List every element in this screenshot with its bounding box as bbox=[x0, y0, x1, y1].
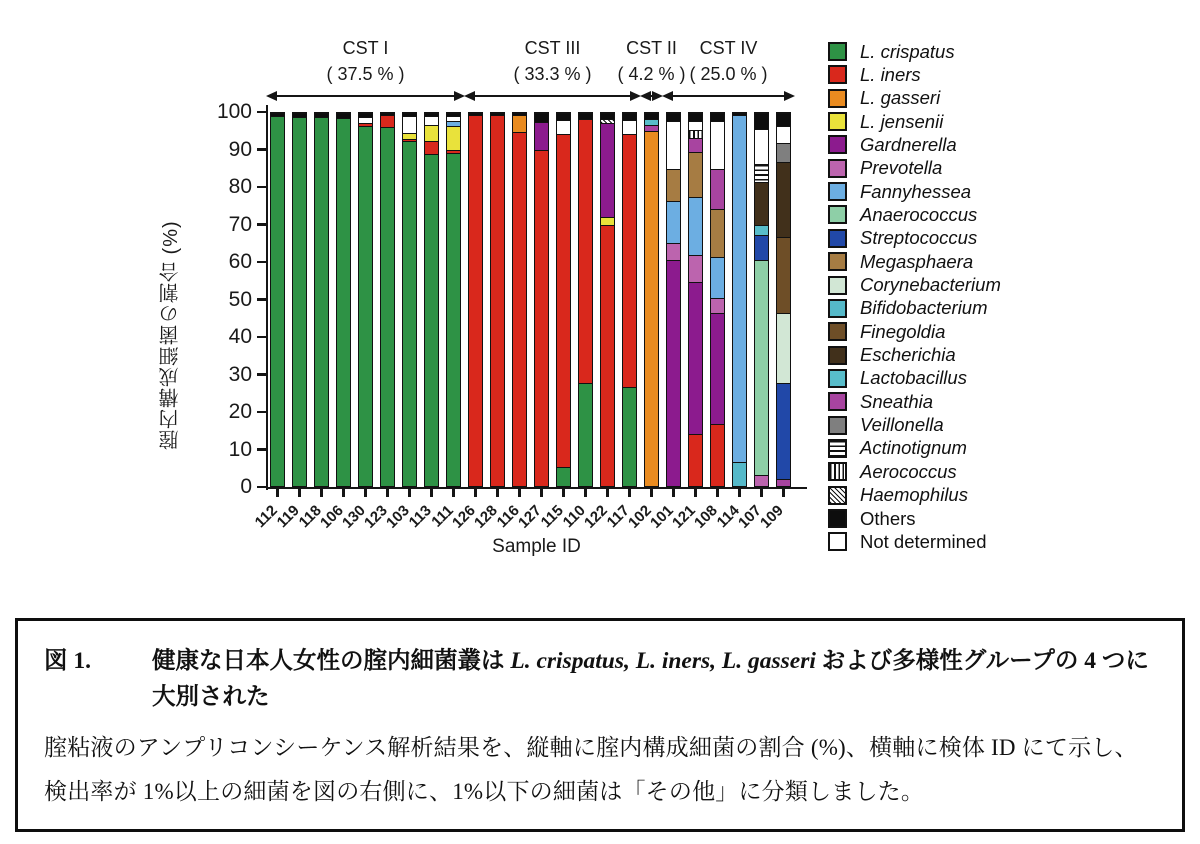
y-tick-label: 90 bbox=[228, 137, 252, 161]
bar-sample-119 bbox=[292, 112, 307, 487]
bar-segment-veillonella bbox=[777, 143, 790, 163]
bar-segment-not-determined bbox=[689, 121, 702, 131]
x-tick-label: 114 bbox=[713, 501, 743, 532]
bar-segment-finegoldia bbox=[777, 237, 790, 313]
y-tick-label: 100 bbox=[216, 100, 252, 123]
bar-segment-l-iners bbox=[513, 132, 526, 486]
bar-segment-fannyhessea bbox=[689, 197, 702, 255]
bar-segment-not-determined bbox=[557, 120, 570, 133]
legend-row-gardnerella bbox=[828, 133, 957, 156]
legend-swatch bbox=[828, 112, 847, 131]
x-tick bbox=[606, 489, 608, 497]
bar-segment-streptococcus bbox=[755, 235, 768, 260]
y-tick bbox=[257, 298, 266, 300]
legend-row-anaerococcus bbox=[828, 203, 977, 226]
species-names: L. crispatus, L. iners, L. gasseri bbox=[510, 648, 816, 674]
cst-percentage: ( 4.2 % ) bbox=[617, 64, 686, 84]
bar-segment-prevotella bbox=[667, 243, 680, 260]
bar-segment-l-gasseri bbox=[513, 115, 526, 132]
legend-label: Bifidobacterium bbox=[860, 297, 988, 319]
bar-sample-108 bbox=[710, 112, 725, 487]
x-tick bbox=[628, 489, 630, 497]
bar-sample-102 bbox=[644, 112, 659, 487]
bar-segment-gardnerella bbox=[667, 260, 680, 486]
legend-label: Escherichia bbox=[860, 344, 956, 366]
bar-segment-megasphaera bbox=[667, 169, 680, 201]
x-tick-label: 102 bbox=[624, 501, 655, 532]
y-tick-label: 20 bbox=[228, 400, 252, 423]
legend-swatch bbox=[828, 322, 847, 341]
figure-number: 図 1. bbox=[44, 648, 91, 674]
x-tick-label: 109 bbox=[756, 501, 787, 532]
bar-segment-others bbox=[777, 113, 790, 126]
x-tick-label: 128 bbox=[470, 501, 501, 532]
bar-segment-not-determined bbox=[425, 116, 438, 125]
bar-segment-l-iners bbox=[491, 115, 504, 486]
x-tick bbox=[672, 489, 674, 497]
bar-segment-bifidobacterium bbox=[733, 462, 746, 486]
bar-segment-l-crispatus bbox=[293, 117, 306, 486]
x-tick-label: 117 bbox=[603, 501, 633, 532]
x-tick-label: 116 bbox=[493, 501, 523, 532]
x-tick bbox=[342, 489, 344, 497]
legend-row-megasphaera bbox=[828, 250, 973, 273]
bar-segment-l-crispatus bbox=[381, 127, 394, 486]
x-tick-label: 111 bbox=[427, 501, 457, 531]
bar-sample-123 bbox=[380, 112, 395, 487]
y-tick bbox=[257, 486, 266, 488]
legend-swatch bbox=[828, 369, 847, 388]
x-axis-line bbox=[266, 487, 807, 489]
arrowhead-right bbox=[784, 91, 795, 101]
legend-label: Prevotella bbox=[860, 157, 943, 179]
legend-row-l-crispatus bbox=[828, 40, 955, 63]
y-tick-label: 40 bbox=[228, 325, 252, 348]
x-tick bbox=[430, 489, 432, 497]
y-tick bbox=[257, 111, 266, 113]
x-tick-label: 107 bbox=[734, 501, 765, 532]
bar-segment-l-jensenii bbox=[447, 126, 460, 149]
cst-range-arrow bbox=[473, 95, 632, 97]
bar-segment-l-iners bbox=[689, 434, 702, 486]
y-tick-label: 0 bbox=[240, 475, 252, 498]
bar-sample-118 bbox=[314, 112, 329, 487]
x-tick bbox=[386, 489, 388, 497]
bar-segment-anaerococcus bbox=[755, 260, 768, 475]
legend-label: Sneathia bbox=[860, 390, 934, 412]
bar-segment-l-crispatus bbox=[623, 387, 636, 486]
x-tick-label: 121 bbox=[668, 501, 699, 532]
bar-segment-l-jensenii bbox=[601, 217, 614, 224]
y-tick bbox=[257, 411, 266, 413]
cst-label: CST I bbox=[342, 38, 389, 58]
y-tick bbox=[257, 448, 266, 450]
caption-title-text: 健康な日本人女性の腟内細菌叢は L. crispatus, L. iners, L. gasseri および多様性グループの 4 つに大別された bbox=[152, 648, 1149, 711]
legend-swatch bbox=[828, 159, 847, 178]
legend-swatch bbox=[828, 416, 847, 435]
legend-label: Anaerococcus bbox=[860, 203, 978, 225]
caption-title bbox=[44, 643, 1156, 716]
x-tick bbox=[452, 489, 454, 497]
legend-swatch bbox=[828, 486, 847, 505]
bar-segment-escherichia bbox=[755, 182, 768, 225]
x-tick-label: 106 bbox=[316, 501, 347, 532]
legend-swatch bbox=[828, 252, 847, 271]
legend-label: Lactobacillus bbox=[860, 367, 967, 389]
y-tick bbox=[257, 148, 266, 150]
bar-sample-130 bbox=[358, 112, 373, 487]
y-tick bbox=[257, 223, 266, 225]
bar-segment-sneathia bbox=[711, 169, 724, 209]
bar-segment-not-determined bbox=[667, 121, 680, 169]
bar-sample-109 bbox=[776, 112, 791, 487]
x-tick bbox=[408, 489, 410, 497]
legend-row-fannyhessea bbox=[828, 180, 971, 203]
x-tick bbox=[584, 489, 586, 497]
bar-segment-gardnerella bbox=[601, 123, 614, 217]
y-tick-label: 50 bbox=[228, 287, 252, 311]
legend-swatch bbox=[828, 299, 847, 318]
y-axis-line bbox=[266, 105, 268, 490]
bar-segment-megasphaera bbox=[711, 209, 724, 258]
x-tick bbox=[540, 489, 542, 497]
legend-swatch bbox=[828, 346, 847, 365]
legend-label: Aerococcus bbox=[860, 460, 957, 482]
legend-label: Streptococcus bbox=[860, 227, 978, 249]
legend-row-veillonella bbox=[828, 414, 944, 437]
bar-segment-aerococcus bbox=[689, 130, 702, 138]
cst-range-arrow bbox=[275, 95, 456, 97]
bar-segment-gardnerella bbox=[711, 313, 724, 425]
bar-segment-l-iners bbox=[425, 141, 438, 154]
legend-label: L. crispatus bbox=[860, 40, 955, 62]
bar-segment-l-crispatus bbox=[271, 116, 284, 486]
y-tick bbox=[257, 336, 266, 338]
legend-row-l-iners bbox=[828, 63, 921, 86]
bar-segment-streptococcus bbox=[777, 383, 790, 479]
legend-swatch bbox=[828, 89, 847, 108]
cst-label: CST IV bbox=[699, 38, 758, 58]
legend-swatch bbox=[828, 205, 847, 224]
y-tick-label: 30 bbox=[228, 362, 252, 386]
bar-segment-others bbox=[535, 113, 548, 122]
bar-sample-116 bbox=[512, 112, 527, 487]
x-tick bbox=[364, 489, 366, 497]
legend-row-corynebacterium bbox=[828, 274, 1001, 297]
bar-segment-gardnerella bbox=[689, 282, 702, 434]
y-tick-label: 80 bbox=[228, 175, 252, 198]
bar-sample-103 bbox=[402, 112, 417, 487]
legend-row-actinotignum bbox=[828, 437, 967, 460]
cst-percentage: ( 25.0 % ) bbox=[689, 64, 768, 84]
cst-label: CST II bbox=[626, 38, 677, 58]
caption-body: 腟粘液のアンプリコンシーケンス解析結果を、縦軸に腟内構成細菌の割合 (%)、横軸に検体 ID にて示し、検出率が 1%以上の細菌を図の右側に、1%以下の細菌は「その他」に分類しました。 bbox=[44, 734, 1138, 804]
legend-label: Haemophilus bbox=[860, 484, 968, 506]
bar-segment-l-iners bbox=[623, 134, 636, 388]
bar-segment-l-iners bbox=[381, 115, 394, 127]
cst-percentage: ( 33.3 % ) bbox=[513, 64, 592, 84]
legend-label: L. gasseri bbox=[860, 87, 941, 109]
legend-row-aerococcus bbox=[828, 460, 957, 483]
bar-segment-not-determined bbox=[711, 121, 724, 169]
bar-segment-l-crispatus bbox=[425, 154, 438, 486]
y-tick bbox=[257, 261, 266, 263]
bar-sample-114 bbox=[732, 112, 747, 487]
legend-label: Others bbox=[860, 507, 916, 529]
bar-segment-corynebacterium bbox=[777, 313, 790, 384]
bar-sample-112 bbox=[270, 112, 285, 487]
legend-label: Corynebacterium bbox=[860, 274, 1001, 295]
x-tick bbox=[562, 489, 564, 497]
bar-segment-fannyhessea bbox=[733, 115, 746, 462]
x-tick-label: 110 bbox=[559, 501, 589, 532]
bar-segment-not-determined bbox=[403, 116, 416, 134]
legend-swatch bbox=[828, 65, 847, 84]
x-tick bbox=[650, 489, 652, 497]
y-tick-label: 60 bbox=[228, 250, 252, 273]
legend-label: L. jensenii bbox=[860, 110, 944, 132]
bar-segment-l-gasseri bbox=[645, 131, 658, 486]
x-tick bbox=[716, 489, 718, 497]
legend-label: Megasphaera bbox=[860, 250, 974, 272]
x-tick-label: 126 bbox=[448, 501, 479, 532]
arrowhead-left bbox=[662, 91, 673, 101]
bar-segment-l-iners bbox=[579, 119, 592, 384]
bar-sample-110 bbox=[578, 112, 593, 487]
bar-segment-actinotignum bbox=[755, 164, 768, 183]
bar-segment-l-crispatus bbox=[579, 383, 592, 486]
x-tick-label: 108 bbox=[690, 501, 721, 532]
legend-swatch bbox=[828, 229, 847, 248]
legend-swatch bbox=[828, 462, 847, 481]
bar-sample-126 bbox=[468, 112, 483, 487]
bar-segment-others bbox=[711, 113, 724, 120]
legend-swatch bbox=[828, 532, 847, 551]
legend-row-haemophilus bbox=[828, 484, 968, 507]
legend-swatch bbox=[828, 392, 847, 411]
y-tick bbox=[257, 373, 266, 375]
bar-segment-not-determined bbox=[755, 129, 768, 164]
x-tick-label: 123 bbox=[360, 501, 391, 532]
legend-swatch bbox=[828, 439, 847, 458]
legend-row-sneathia bbox=[828, 390, 933, 413]
bar-segment-l-iners bbox=[601, 225, 614, 486]
y-axis-title: 腟内構成細菌の割合 (%) bbox=[160, 220, 182, 450]
x-tick-label: 112 bbox=[251, 501, 281, 532]
cst-label: CST III bbox=[524, 38, 581, 58]
legend-label: Not determined bbox=[860, 530, 987, 552]
bar-sample-113 bbox=[424, 112, 439, 487]
bar-segment-l-crispatus bbox=[337, 118, 350, 486]
x-tick bbox=[496, 489, 498, 497]
x-tick-label: 119 bbox=[273, 501, 303, 532]
bar-segment-prevotella bbox=[689, 255, 702, 282]
bar-segment-not-determined bbox=[623, 120, 636, 133]
bar-segment-escherichia bbox=[777, 162, 790, 237]
bar-segment-fannyhessea bbox=[667, 201, 680, 244]
bar-segment-prevotella bbox=[755, 475, 768, 486]
legend-label: Actinotignum bbox=[860, 437, 967, 459]
legend-swatch bbox=[828, 509, 847, 528]
x-tick-label: 115 bbox=[537, 501, 567, 532]
bar-segment-megasphaera bbox=[689, 152, 702, 197]
x-tick bbox=[474, 489, 476, 497]
legend-row-not-determined bbox=[828, 530, 986, 553]
caption-box bbox=[15, 618, 1185, 832]
legend-swatch bbox=[828, 42, 847, 61]
bar-sample-128 bbox=[490, 112, 505, 487]
bar-segment-l-iners bbox=[711, 424, 724, 486]
legend-swatch bbox=[828, 276, 847, 295]
legend-row-streptococcus bbox=[828, 227, 977, 250]
bar-segment-l-iners bbox=[535, 150, 548, 486]
bar-segment-l-iners bbox=[469, 115, 482, 486]
bar-segment-l-crispatus bbox=[447, 153, 460, 486]
x-tick-label: 101 bbox=[646, 501, 677, 532]
cst-range-arrow bbox=[671, 95, 786, 97]
bar-segment-sneathia bbox=[689, 138, 702, 152]
x-tick bbox=[518, 489, 520, 497]
bar-sample-111 bbox=[446, 112, 461, 487]
bar-sample-122 bbox=[600, 112, 615, 487]
bar-segment-others bbox=[755, 113, 768, 129]
x-tick-label: 127 bbox=[514, 501, 545, 532]
bar-segment-fannyhessea bbox=[711, 257, 724, 298]
bar-segment-others bbox=[689, 113, 702, 120]
legend-swatch bbox=[828, 182, 847, 201]
y-tick bbox=[257, 186, 266, 188]
bar-segment-prevotella bbox=[711, 298, 724, 313]
bar-sample-106 bbox=[336, 112, 351, 487]
bar-segment-gardnerella bbox=[535, 122, 548, 150]
bar-sample-117 bbox=[622, 112, 637, 487]
bar-sample-127 bbox=[534, 112, 549, 487]
legend-label: Veillonella bbox=[860, 414, 944, 436]
legend-row-bifidobacterium bbox=[828, 297, 988, 320]
x-tick-label: 130 bbox=[338, 501, 369, 532]
bar-segment-l-crispatus bbox=[557, 467, 570, 486]
bar-sample-121 bbox=[688, 112, 703, 487]
x-tick-label: 122 bbox=[580, 501, 611, 532]
bar-segment-l-iners bbox=[557, 134, 570, 468]
legend-row-l-gasseri bbox=[828, 87, 940, 110]
bar-segment-l-crispatus bbox=[403, 141, 416, 486]
bar-sample-107 bbox=[754, 112, 769, 487]
legend-row-others bbox=[828, 507, 916, 530]
bar-segment-others bbox=[667, 113, 680, 120]
bar-segment-l-crispatus bbox=[359, 126, 372, 486]
x-tick-label: 103 bbox=[382, 501, 413, 532]
bar-segment-sneathia bbox=[777, 479, 790, 486]
bar-segment-l-crispatus bbox=[315, 117, 328, 486]
arrowhead-left bbox=[640, 91, 651, 101]
bar-segment-l-jensenii bbox=[425, 125, 438, 141]
legend-row-lactobacillus bbox=[828, 367, 967, 390]
x-tick bbox=[276, 489, 278, 497]
bar-segment-others bbox=[623, 113, 636, 120]
legend-label: Gardnerella bbox=[860, 133, 957, 155]
arrowhead-left bbox=[464, 91, 475, 101]
x-tick-label: 118 bbox=[295, 501, 325, 532]
arrowhead-left bbox=[266, 91, 277, 101]
x-tick-label: 113 bbox=[405, 501, 435, 532]
y-tick-label: 10 bbox=[228, 437, 252, 461]
bar-segment-others bbox=[557, 113, 570, 120]
legend-label: L. iners bbox=[860, 63, 921, 85]
x-tick bbox=[320, 489, 322, 497]
x-tick bbox=[694, 489, 696, 497]
x-tick bbox=[760, 489, 762, 497]
legend-row-prevotella bbox=[828, 157, 942, 180]
x-axis-title: Sample ID bbox=[492, 536, 581, 557]
y-tick-label: 70 bbox=[228, 212, 252, 236]
legend-swatch bbox=[828, 135, 847, 154]
cst-percentage: ( 37.5 % ) bbox=[326, 64, 405, 84]
bar-sample-101 bbox=[666, 112, 681, 487]
legend-row-escherichia bbox=[828, 344, 956, 367]
x-tick bbox=[782, 489, 784, 497]
x-tick bbox=[738, 489, 740, 497]
bar-segment-lactobacillus bbox=[755, 225, 768, 235]
legend-row-finegoldia bbox=[828, 320, 945, 343]
legend-label: Fannyhessea bbox=[860, 180, 972, 202]
legend-label: Finegoldia bbox=[860, 320, 946, 342]
legend-row-l-jensenii bbox=[828, 110, 943, 133]
bar-sample-115 bbox=[556, 112, 571, 487]
x-tick bbox=[298, 489, 300, 497]
bar-segment-not-determined bbox=[777, 126, 790, 142]
